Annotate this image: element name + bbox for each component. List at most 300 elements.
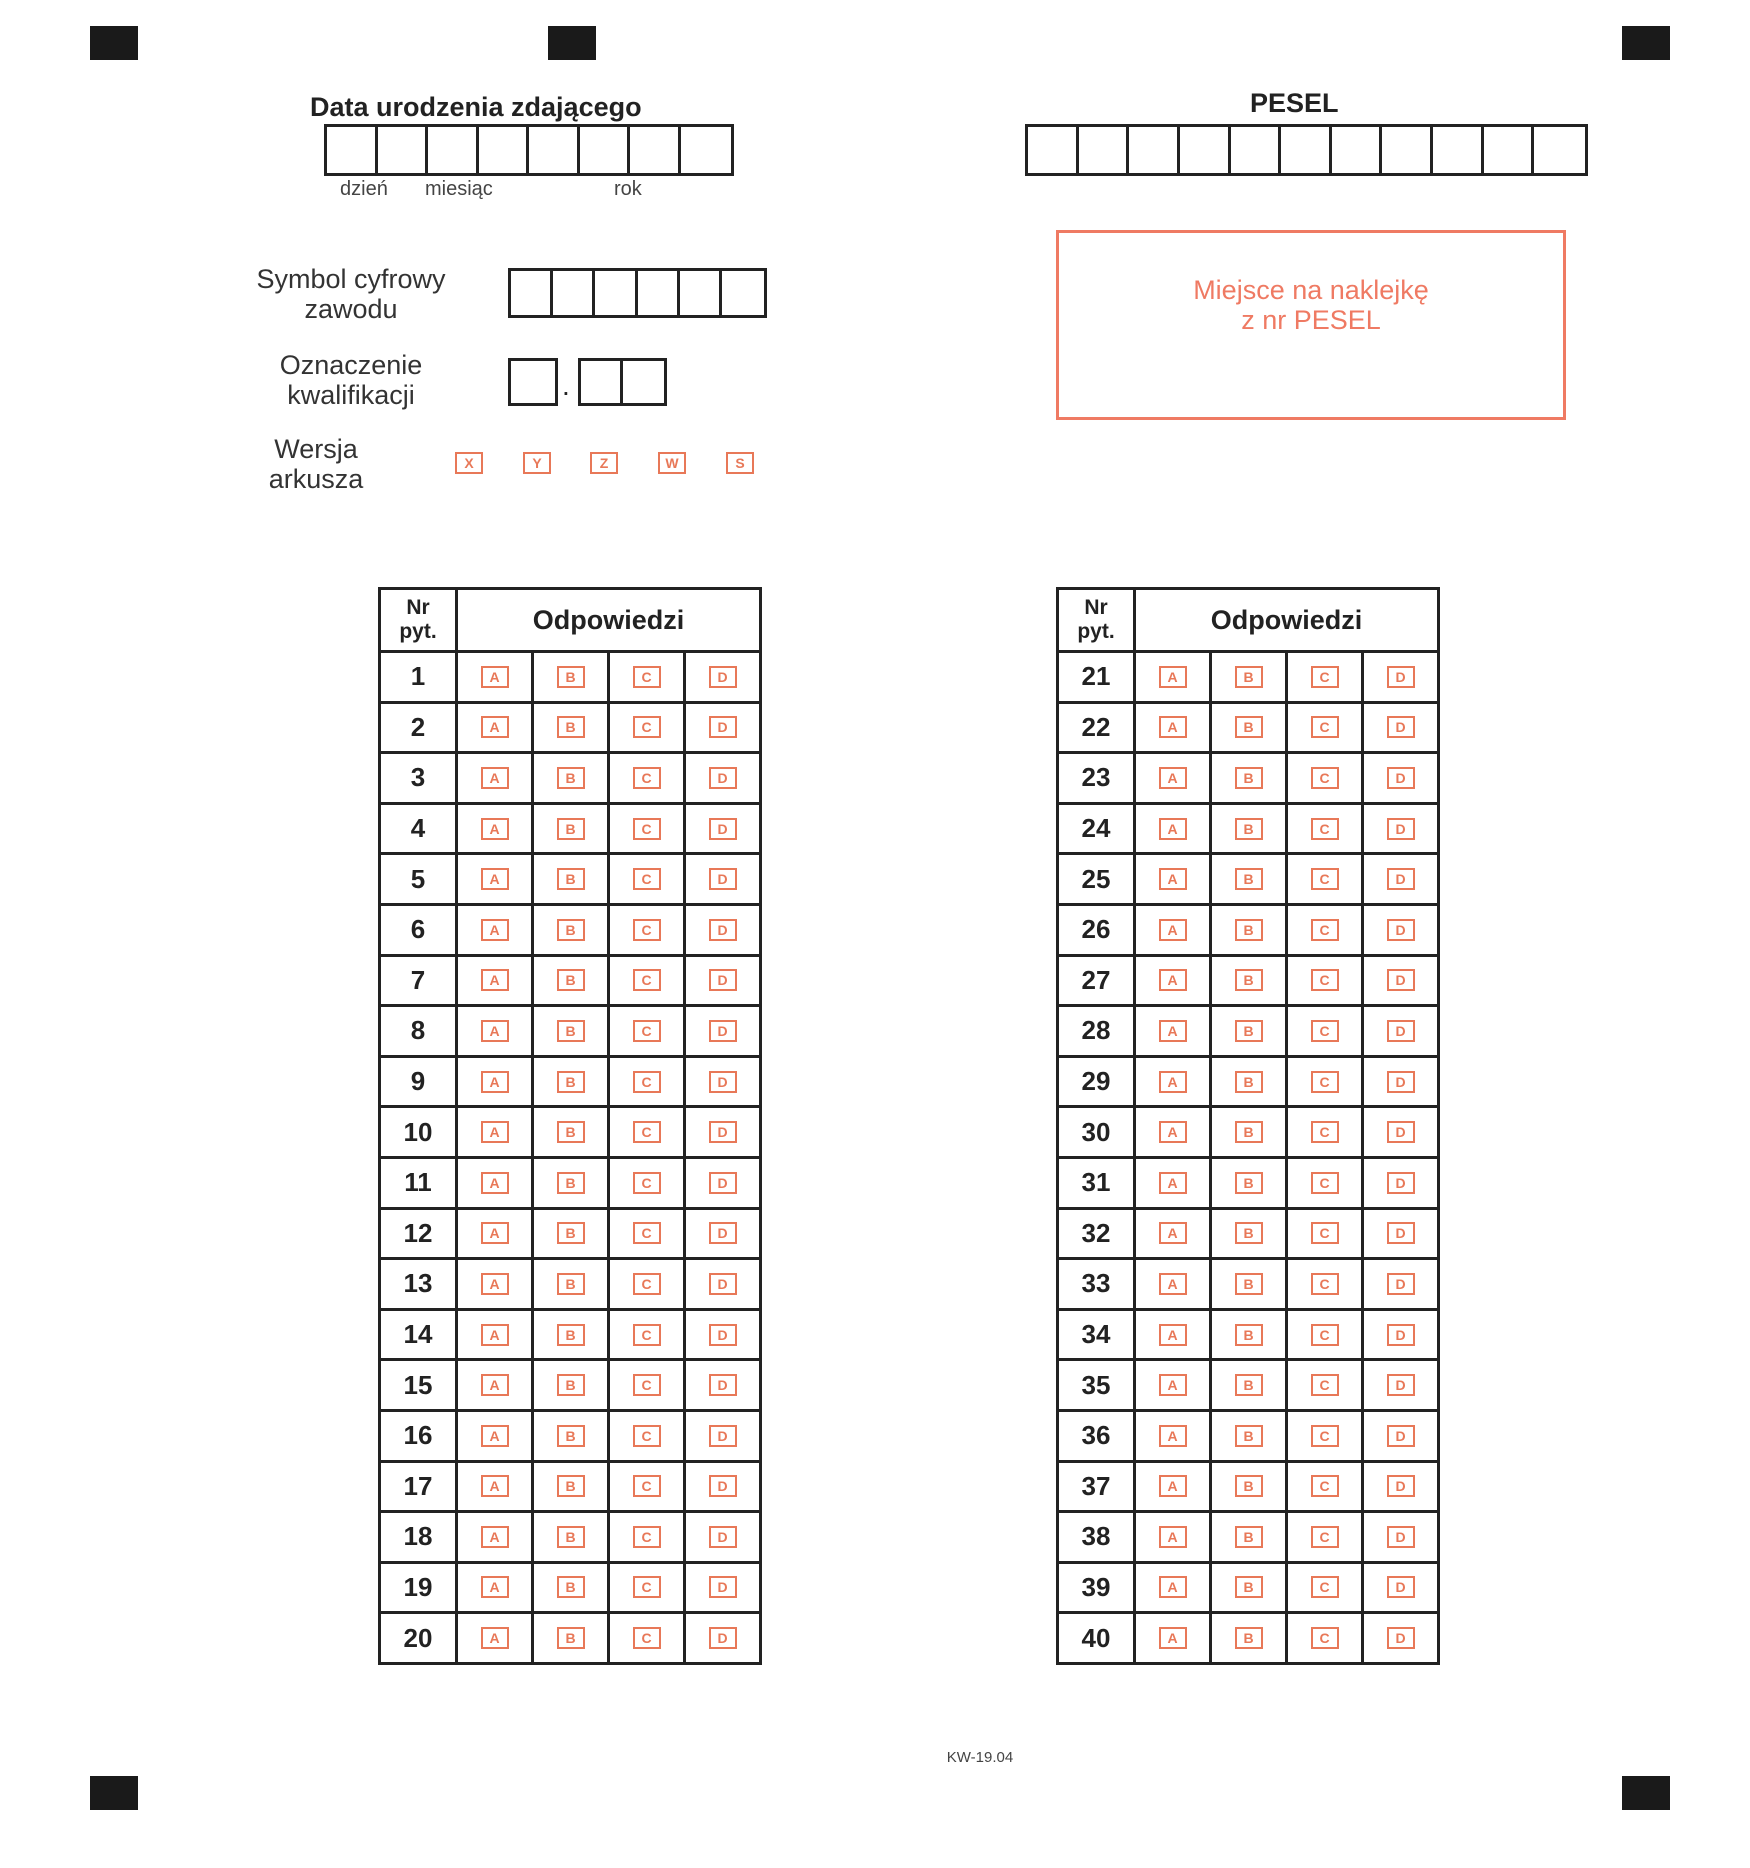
question-number: 33 <box>1058 1259 1135 1310</box>
birth-date-digit[interactable] <box>428 127 479 173</box>
answer-bubble-c[interactable]: C <box>633 1020 661 1042</box>
question-number: 2 <box>380 702 457 753</box>
answer-table-right <box>1056 587 1440 1665</box>
pesel-sticker-text: Miejsce na naklejkę z nr PESEL <box>1193 275 1429 335</box>
answer-bubble-a[interactable]: A <box>481 767 509 789</box>
answer-bubble-a[interactable]: A <box>1159 1222 1187 1244</box>
answer-bubble-b[interactable]: B <box>557 1071 585 1093</box>
answer-bubble-c[interactable]: C <box>633 868 661 890</box>
answer-row <box>380 854 761 905</box>
answer-bubble-a[interactable]: A <box>481 1222 509 1244</box>
answer-bubble-d[interactable]: D <box>1387 716 1415 738</box>
answer-bubble-c[interactable]: C <box>1311 1526 1339 1548</box>
pesel-digit[interactable] <box>1332 127 1383 173</box>
answer-bubble-c[interactable]: C <box>633 1374 661 1396</box>
pesel-digit[interactable] <box>1382 127 1433 173</box>
question-number: 26 <box>1058 904 1135 955</box>
answer-cell <box>457 753 533 804</box>
answer-bubble-d[interactable]: D <box>1387 1020 1415 1042</box>
qualification-digit[interactable] <box>623 361 664 403</box>
answer-bubble-b[interactable]: B <box>1235 868 1263 890</box>
birth-date-digit[interactable] <box>580 127 631 173</box>
answer-bubble-c[interactable]: C <box>1311 1324 1339 1346</box>
answer-bubble-a[interactable]: A <box>1159 1627 1187 1649</box>
answer-bubble-d[interactable]: D <box>709 1121 737 1143</box>
answer-bubble-d[interactable]: D <box>709 716 737 738</box>
profession-symbol-label <box>216 264 486 324</box>
answer-cell <box>685 1157 761 1208</box>
answer-bubble-c[interactable]: C <box>633 1121 661 1143</box>
answer-bubble-c[interactable]: C <box>1311 1425 1339 1447</box>
answer-cell <box>1211 753 1287 804</box>
answer-bubble-c[interactable]: C <box>633 1475 661 1497</box>
answer-cell <box>533 753 609 804</box>
answer-cell <box>1211 854 1287 905</box>
answer-cell <box>1287 1107 1363 1158</box>
answer-cell <box>533 1208 609 1259</box>
answer-bubble-d[interactable]: D <box>1387 1324 1415 1346</box>
answer-row <box>1058 753 1439 804</box>
answer-bubble-d[interactable]: D <box>709 1324 737 1346</box>
answer-bubble-b[interactable]: B <box>557 1273 585 1295</box>
sheet-version-label <box>216 434 416 494</box>
answer-bubble-b[interactable]: B <box>1235 1374 1263 1396</box>
question-number-header-text: Nr pyt. <box>399 596 437 643</box>
answer-bubble-d[interactable]: D <box>709 1425 737 1447</box>
answer-bubble-d[interactable]: D <box>1387 1475 1415 1497</box>
answer-bubble-c[interactable]: C <box>1311 767 1339 789</box>
question-number: 1 <box>380 652 457 703</box>
birth-date-digit[interactable] <box>630 127 681 173</box>
answer-bubble-c[interactable]: C <box>1311 1172 1339 1194</box>
answer-bubble-a[interactable]: A <box>481 818 509 840</box>
answer-cell <box>685 702 761 753</box>
answer-cell <box>1363 1157 1439 1208</box>
answer-cell <box>1287 1006 1363 1057</box>
question-number: 21 <box>1058 652 1135 703</box>
answer-bubble-b[interactable]: B <box>557 919 585 941</box>
pesel-digit[interactable] <box>1079 127 1130 173</box>
answer-cell <box>1211 1259 1287 1310</box>
answer-bubble-a[interactable]: A <box>1159 767 1187 789</box>
answer-bubble-a[interactable]: A <box>1159 1374 1187 1396</box>
answer-bubble-b[interactable]: B <box>557 1526 585 1548</box>
answer-cell <box>1135 854 1211 905</box>
answer-cell <box>1287 753 1363 804</box>
answer-bubble-b[interactable]: B <box>557 1121 585 1143</box>
answer-bubble-d[interactable]: D <box>1387 919 1415 941</box>
answer-cell <box>1363 1562 1439 1613</box>
birth-date-digit[interactable] <box>479 127 530 173</box>
answer-cell <box>609 1461 685 1512</box>
sheet-version-option[interactable]: S <box>726 452 754 474</box>
answer-bubble-d[interactable]: D <box>709 818 737 840</box>
answer-bubble-a[interactable]: A <box>1159 1526 1187 1548</box>
pesel-field[interactable] <box>1025 124 1588 176</box>
answer-row <box>1058 854 1439 905</box>
answer-bubble-a[interactable]: A <box>1159 1020 1187 1042</box>
answer-cell <box>533 1562 609 1613</box>
answer-row <box>1058 1006 1439 1057</box>
answer-cell <box>533 1006 609 1057</box>
answer-bubble-b[interactable]: B <box>1235 1627 1263 1649</box>
profession-digit[interactable] <box>722 271 764 315</box>
answer-bubble-a[interactable]: A <box>481 1121 509 1143</box>
question-number: 32 <box>1058 1208 1135 1259</box>
answer-bubble-c[interactable]: C <box>1311 1071 1339 1093</box>
answer-cell <box>609 1006 685 1057</box>
answer-bubble-c[interactable]: C <box>1311 1374 1339 1396</box>
pesel-digit[interactable] <box>1484 127 1535 173</box>
birth-date-digit[interactable] <box>681 127 731 173</box>
answer-bubble-d[interactable]: D <box>709 969 737 991</box>
answer-bubble-d[interactable]: D <box>1387 1222 1415 1244</box>
answer-bubble-b[interactable]: B <box>557 1425 585 1447</box>
answer-bubble-c[interactable]: C <box>1311 969 1339 991</box>
answer-bubble-b[interactable]: B <box>557 1172 585 1194</box>
answer-bubble-c[interactable]: C <box>633 1425 661 1447</box>
answer-bubble-c[interactable]: C <box>1311 1222 1339 1244</box>
answers-header: Odpowiedzi <box>1135 589 1439 652</box>
answer-bubble-a[interactable]: A <box>1159 1425 1187 1447</box>
answer-cell <box>1135 955 1211 1006</box>
answer-bubble-c[interactable]: C <box>1311 666 1339 688</box>
answer-bubble-a[interactable]: A <box>1159 1576 1187 1598</box>
answer-cell <box>609 1056 685 1107</box>
answer-cell <box>609 1157 685 1208</box>
answer-bubble-b[interactable]: B <box>557 1475 585 1497</box>
answer-bubble-b[interactable]: B <box>1235 1425 1263 1447</box>
answer-bubble-d[interactable]: D <box>1387 1374 1415 1396</box>
answer-bubble-d[interactable]: D <box>709 1222 737 1244</box>
answer-bubble-c[interactable]: C <box>1311 1576 1339 1598</box>
answer-bubble-a[interactable]: A <box>481 1172 509 1194</box>
answer-bubble-d[interactable]: D <box>1387 1627 1415 1649</box>
answer-bubble-d[interactable]: D <box>709 1020 737 1042</box>
pesel-digit[interactable] <box>1028 127 1079 173</box>
profession-symbol-field[interactable] <box>508 268 767 318</box>
answer-bubble-a[interactable]: A <box>1159 716 1187 738</box>
answer-cell <box>609 1259 685 1310</box>
answer-bubble-c[interactable]: C <box>633 818 661 840</box>
answer-bubble-b[interactable]: B <box>1235 767 1263 789</box>
answer-bubble-a[interactable]: A <box>1159 868 1187 890</box>
answer-bubble-a[interactable]: A <box>1159 1273 1187 1295</box>
answer-bubble-a[interactable]: A <box>481 1425 509 1447</box>
answer-bubble-b[interactable]: B <box>1235 969 1263 991</box>
answer-bubble-b[interactable]: B <box>1235 919 1263 941</box>
answer-bubble-a[interactable]: A <box>481 1374 509 1396</box>
answer-bubble-d[interactable]: D <box>1387 1526 1415 1548</box>
answer-cell <box>533 1056 609 1107</box>
answer-cell <box>1363 652 1439 703</box>
question-number: 5 <box>380 854 457 905</box>
answer-cell <box>1135 1006 1211 1057</box>
answer-bubble-b[interactable]: B <box>1235 1324 1263 1346</box>
answer-bubble-c[interactable]: C <box>633 1222 661 1244</box>
answer-rows-left <box>380 652 761 1664</box>
answer-bubble-a[interactable]: A <box>481 1627 509 1649</box>
answer-bubble-a[interactable]: A <box>481 868 509 890</box>
answer-bubble-b[interactable]: B <box>557 1222 585 1244</box>
answer-cell <box>609 803 685 854</box>
answer-bubble-a[interactable]: A <box>1159 1172 1187 1194</box>
answer-cell <box>685 1056 761 1107</box>
answer-bubble-a[interactable]: A <box>481 1273 509 1295</box>
answer-bubble-a[interactable]: A <box>1159 1121 1187 1143</box>
answer-bubble-b[interactable]: B <box>1235 1475 1263 1497</box>
answer-cell <box>609 1410 685 1461</box>
answer-cell <box>1211 1360 1287 1411</box>
answer-bubble-d[interactable]: D <box>709 1627 737 1649</box>
answer-cell <box>457 1562 533 1613</box>
profession-digit[interactable] <box>638 271 680 315</box>
answer-bubble-d[interactable]: D <box>1387 868 1415 890</box>
answer-row <box>1058 1107 1439 1158</box>
answer-bubble-b[interactable]: B <box>557 1576 585 1598</box>
answer-cell <box>1287 955 1363 1006</box>
answer-bubble-b[interactable]: B <box>557 1324 585 1346</box>
qualification-digit[interactable] <box>581 361 623 403</box>
answer-bubble-c[interactable]: C <box>1311 1627 1339 1649</box>
answer-bubble-c[interactable]: C <box>1311 919 1339 941</box>
answer-cell <box>1287 1208 1363 1259</box>
answer-bubble-b[interactable]: B <box>1235 1071 1263 1093</box>
profession-digit[interactable] <box>511 271 553 315</box>
answer-bubble-c[interactable]: C <box>633 1172 661 1194</box>
answer-cell <box>609 854 685 905</box>
answer-bubble-d[interactable]: D <box>709 1071 737 1093</box>
answer-cell <box>457 1006 533 1057</box>
answer-bubble-c[interactable]: C <box>633 1627 661 1649</box>
answer-bubble-a[interactable]: A <box>481 1324 509 1346</box>
pesel-digit[interactable] <box>1433 127 1484 173</box>
answer-bubble-d[interactable]: D <box>709 1273 737 1295</box>
profession-digit[interactable] <box>553 271 595 315</box>
answer-cell <box>533 854 609 905</box>
answer-row <box>380 753 761 804</box>
answer-row <box>380 1208 761 1259</box>
answer-cell <box>1363 1056 1439 1107</box>
answer-cell <box>457 803 533 854</box>
answer-bubble-c[interactable]: C <box>633 767 661 789</box>
answer-bubble-c[interactable]: C <box>633 1324 661 1346</box>
answer-bubble-b[interactable]: B <box>557 1627 585 1649</box>
answer-bubble-b[interactable]: B <box>1235 1526 1263 1548</box>
answer-cell <box>457 1056 533 1107</box>
answer-bubble-a[interactable]: A <box>1159 919 1187 941</box>
answer-bubble-b[interactable]: B <box>557 868 585 890</box>
answer-row <box>1058 1562 1439 1613</box>
answer-bubble-b[interactable]: B <box>557 666 585 688</box>
answer-bubble-c[interactable]: C <box>633 666 661 688</box>
answer-cell <box>1363 702 1439 753</box>
answer-bubble-a[interactable]: A <box>1159 818 1187 840</box>
answer-cell <box>457 1410 533 1461</box>
answer-row <box>1058 1208 1439 1259</box>
answer-cell <box>685 1259 761 1310</box>
answer-row <box>380 1157 761 1208</box>
pesel-digit[interactable] <box>1534 127 1585 173</box>
answer-bubble-a[interactable]: A <box>481 716 509 738</box>
answer-bubble-d[interactable]: D <box>709 1475 737 1497</box>
answer-bubble-c[interactable]: C <box>1311 1273 1339 1295</box>
answer-bubble-d[interactable]: D <box>709 1172 737 1194</box>
answer-bubble-a[interactable]: A <box>481 919 509 941</box>
answer-cell <box>1363 1259 1439 1310</box>
qualification-letter-box[interactable] <box>508 358 558 406</box>
answer-bubble-a[interactable]: A <box>1159 1324 1187 1346</box>
pesel-digit[interactable] <box>1281 127 1332 173</box>
answer-cell <box>533 1360 609 1411</box>
answer-bubble-c[interactable]: C <box>633 1576 661 1598</box>
answer-bubble-d[interactable]: D <box>1387 1071 1415 1093</box>
answer-bubble-c[interactable]: C <box>633 716 661 738</box>
birth-date-field[interactable] <box>324 124 734 176</box>
answer-bubble-b[interactable]: B <box>1235 716 1263 738</box>
answer-bubble-d[interactable]: D <box>709 919 737 941</box>
answer-cell <box>533 1512 609 1563</box>
registration-marker <box>90 26 138 60</box>
answer-bubble-c[interactable]: C <box>1311 716 1339 738</box>
answer-cell <box>457 1309 533 1360</box>
pesel-digit[interactable] <box>1231 127 1282 173</box>
answer-bubble-d[interactable]: D <box>709 666 737 688</box>
answer-cell <box>533 1461 609 1512</box>
answer-cell <box>1287 1461 1363 1512</box>
sheet-version-option[interactable]: X <box>455 452 483 474</box>
answer-bubble-d[interactable]: D <box>1387 969 1415 991</box>
qualification-number-field[interactable] <box>578 358 667 406</box>
answer-cell <box>457 1157 533 1208</box>
answer-bubble-b[interactable]: B <box>557 818 585 840</box>
answer-bubble-b[interactable]: B <box>557 1374 585 1396</box>
answer-bubble-d[interactable]: D <box>1387 1121 1415 1143</box>
answer-bubble-c[interactable]: C <box>633 1273 661 1295</box>
answer-bubble-b[interactable]: B <box>1235 1020 1263 1042</box>
answer-bubble-a[interactable]: A <box>1159 1475 1187 1497</box>
answer-bubble-b[interactable]: B <box>1235 666 1263 688</box>
answer-bubble-d[interactable]: D <box>1387 1273 1415 1295</box>
sheet-version-option[interactable]: Z <box>590 452 618 474</box>
answer-cell <box>457 1107 533 1158</box>
answer-bubble-a[interactable]: A <box>481 1526 509 1548</box>
answer-cell <box>1363 1208 1439 1259</box>
answer-bubble-c[interactable]: C <box>633 1526 661 1548</box>
answer-bubble-c[interactable]: C <box>633 969 661 991</box>
answer-bubble-b[interactable]: B <box>1235 1273 1263 1295</box>
answer-bubble-a[interactable]: A <box>481 969 509 991</box>
answer-cell <box>457 854 533 905</box>
sheet-version-option[interactable]: Y <box>523 452 551 474</box>
answer-bubble-c[interactable]: C <box>1311 1020 1339 1042</box>
birth-date-digit[interactable] <box>529 127 580 173</box>
answer-bubble-b[interactable]: B <box>1235 1172 1263 1194</box>
profession-digit[interactable] <box>680 271 722 315</box>
answer-bubble-b[interactable]: B <box>557 969 585 991</box>
answer-bubble-b[interactable]: B <box>1235 1222 1263 1244</box>
answer-bubble-d[interactable]: D <box>709 868 737 890</box>
answer-bubble-d[interactable]: D <box>709 1374 737 1396</box>
answer-bubble-b[interactable]: B <box>557 767 585 789</box>
answer-bubble-a[interactable]: A <box>1159 1071 1187 1093</box>
answer-bubble-d[interactable]: D <box>1387 767 1415 789</box>
question-number: 17 <box>380 1461 457 1512</box>
sheet-version-option[interactable]: W <box>658 452 686 474</box>
question-number: 15 <box>380 1360 457 1411</box>
birth-date-digit[interactable] <box>327 127 378 173</box>
answer-bubble-a[interactable]: A <box>481 1475 509 1497</box>
answer-cell <box>457 955 533 1006</box>
answer-bubble-c[interactable]: C <box>1311 1475 1339 1497</box>
answer-bubble-d[interactable]: D <box>709 1576 737 1598</box>
answer-bubble-a[interactable]: A <box>481 666 509 688</box>
answer-row <box>380 702 761 753</box>
answer-bubble-a[interactable]: A <box>1159 969 1187 991</box>
answer-bubble-d[interactable]: D <box>1387 1425 1415 1447</box>
pesel-digit[interactable] <box>1129 127 1180 173</box>
answer-bubble-d[interactable]: D <box>1387 1172 1415 1194</box>
answer-bubble-a[interactable]: A <box>1159 666 1187 688</box>
answer-cell <box>457 702 533 753</box>
birth-date-digit[interactable] <box>378 127 429 173</box>
answer-bubble-b[interactable]: B <box>557 1020 585 1042</box>
answer-bubble-b[interactable]: B <box>1235 1121 1263 1143</box>
birth-date-title: Data urodzenia zdającego <box>310 92 642 122</box>
question-number: 29 <box>1058 1056 1135 1107</box>
pesel-digit[interactable] <box>1180 127 1231 173</box>
answer-row <box>380 955 761 1006</box>
answer-bubble-b[interactable]: B <box>557 716 585 738</box>
answer-bubble-a[interactable]: A <box>481 1071 509 1093</box>
answer-row <box>1058 652 1439 703</box>
answer-cell <box>533 1410 609 1461</box>
birth-day-label: dzień <box>340 178 388 200</box>
answer-bubble-d[interactable]: D <box>709 767 737 789</box>
answer-cell <box>533 904 609 955</box>
answer-bubble-a[interactable]: A <box>481 1576 509 1598</box>
answer-bubble-d[interactable]: D <box>1387 818 1415 840</box>
registration-marker <box>548 26 596 60</box>
answer-row <box>380 904 761 955</box>
answer-row <box>380 1461 761 1512</box>
answer-bubble-d[interactable]: D <box>709 1526 737 1548</box>
answer-bubble-c[interactable]: C <box>633 1071 661 1093</box>
question-number: 28 <box>1058 1006 1135 1057</box>
qualification-label-text: Oznaczenie kwalifikacji <box>279 350 423 410</box>
question-number: 11 <box>380 1157 457 1208</box>
profession-digit[interactable] <box>595 271 637 315</box>
question-number: 36 <box>1058 1410 1135 1461</box>
answer-bubble-b[interactable]: B <box>1235 818 1263 840</box>
answer-row <box>1058 904 1439 955</box>
answer-bubble-c[interactable]: C <box>1311 868 1339 890</box>
answer-bubble-c[interactable]: C <box>1311 1121 1339 1143</box>
answer-bubble-d[interactable]: D <box>1387 1576 1415 1598</box>
answer-cell <box>533 1613 609 1664</box>
qualification-separator: . <box>562 370 570 401</box>
question-number: 38 <box>1058 1512 1135 1563</box>
answer-row <box>1058 1259 1439 1310</box>
answer-bubble-c[interactable]: C <box>633 919 661 941</box>
answer-row <box>1058 1056 1439 1107</box>
answer-row <box>1058 1461 1439 1512</box>
answer-bubble-b[interactable]: B <box>1235 1576 1263 1598</box>
answer-bubble-c[interactable]: C <box>1311 818 1339 840</box>
answer-row <box>1058 1360 1439 1411</box>
answer-bubble-a[interactable]: A <box>481 1020 509 1042</box>
answer-bubble-d[interactable]: D <box>1387 666 1415 688</box>
